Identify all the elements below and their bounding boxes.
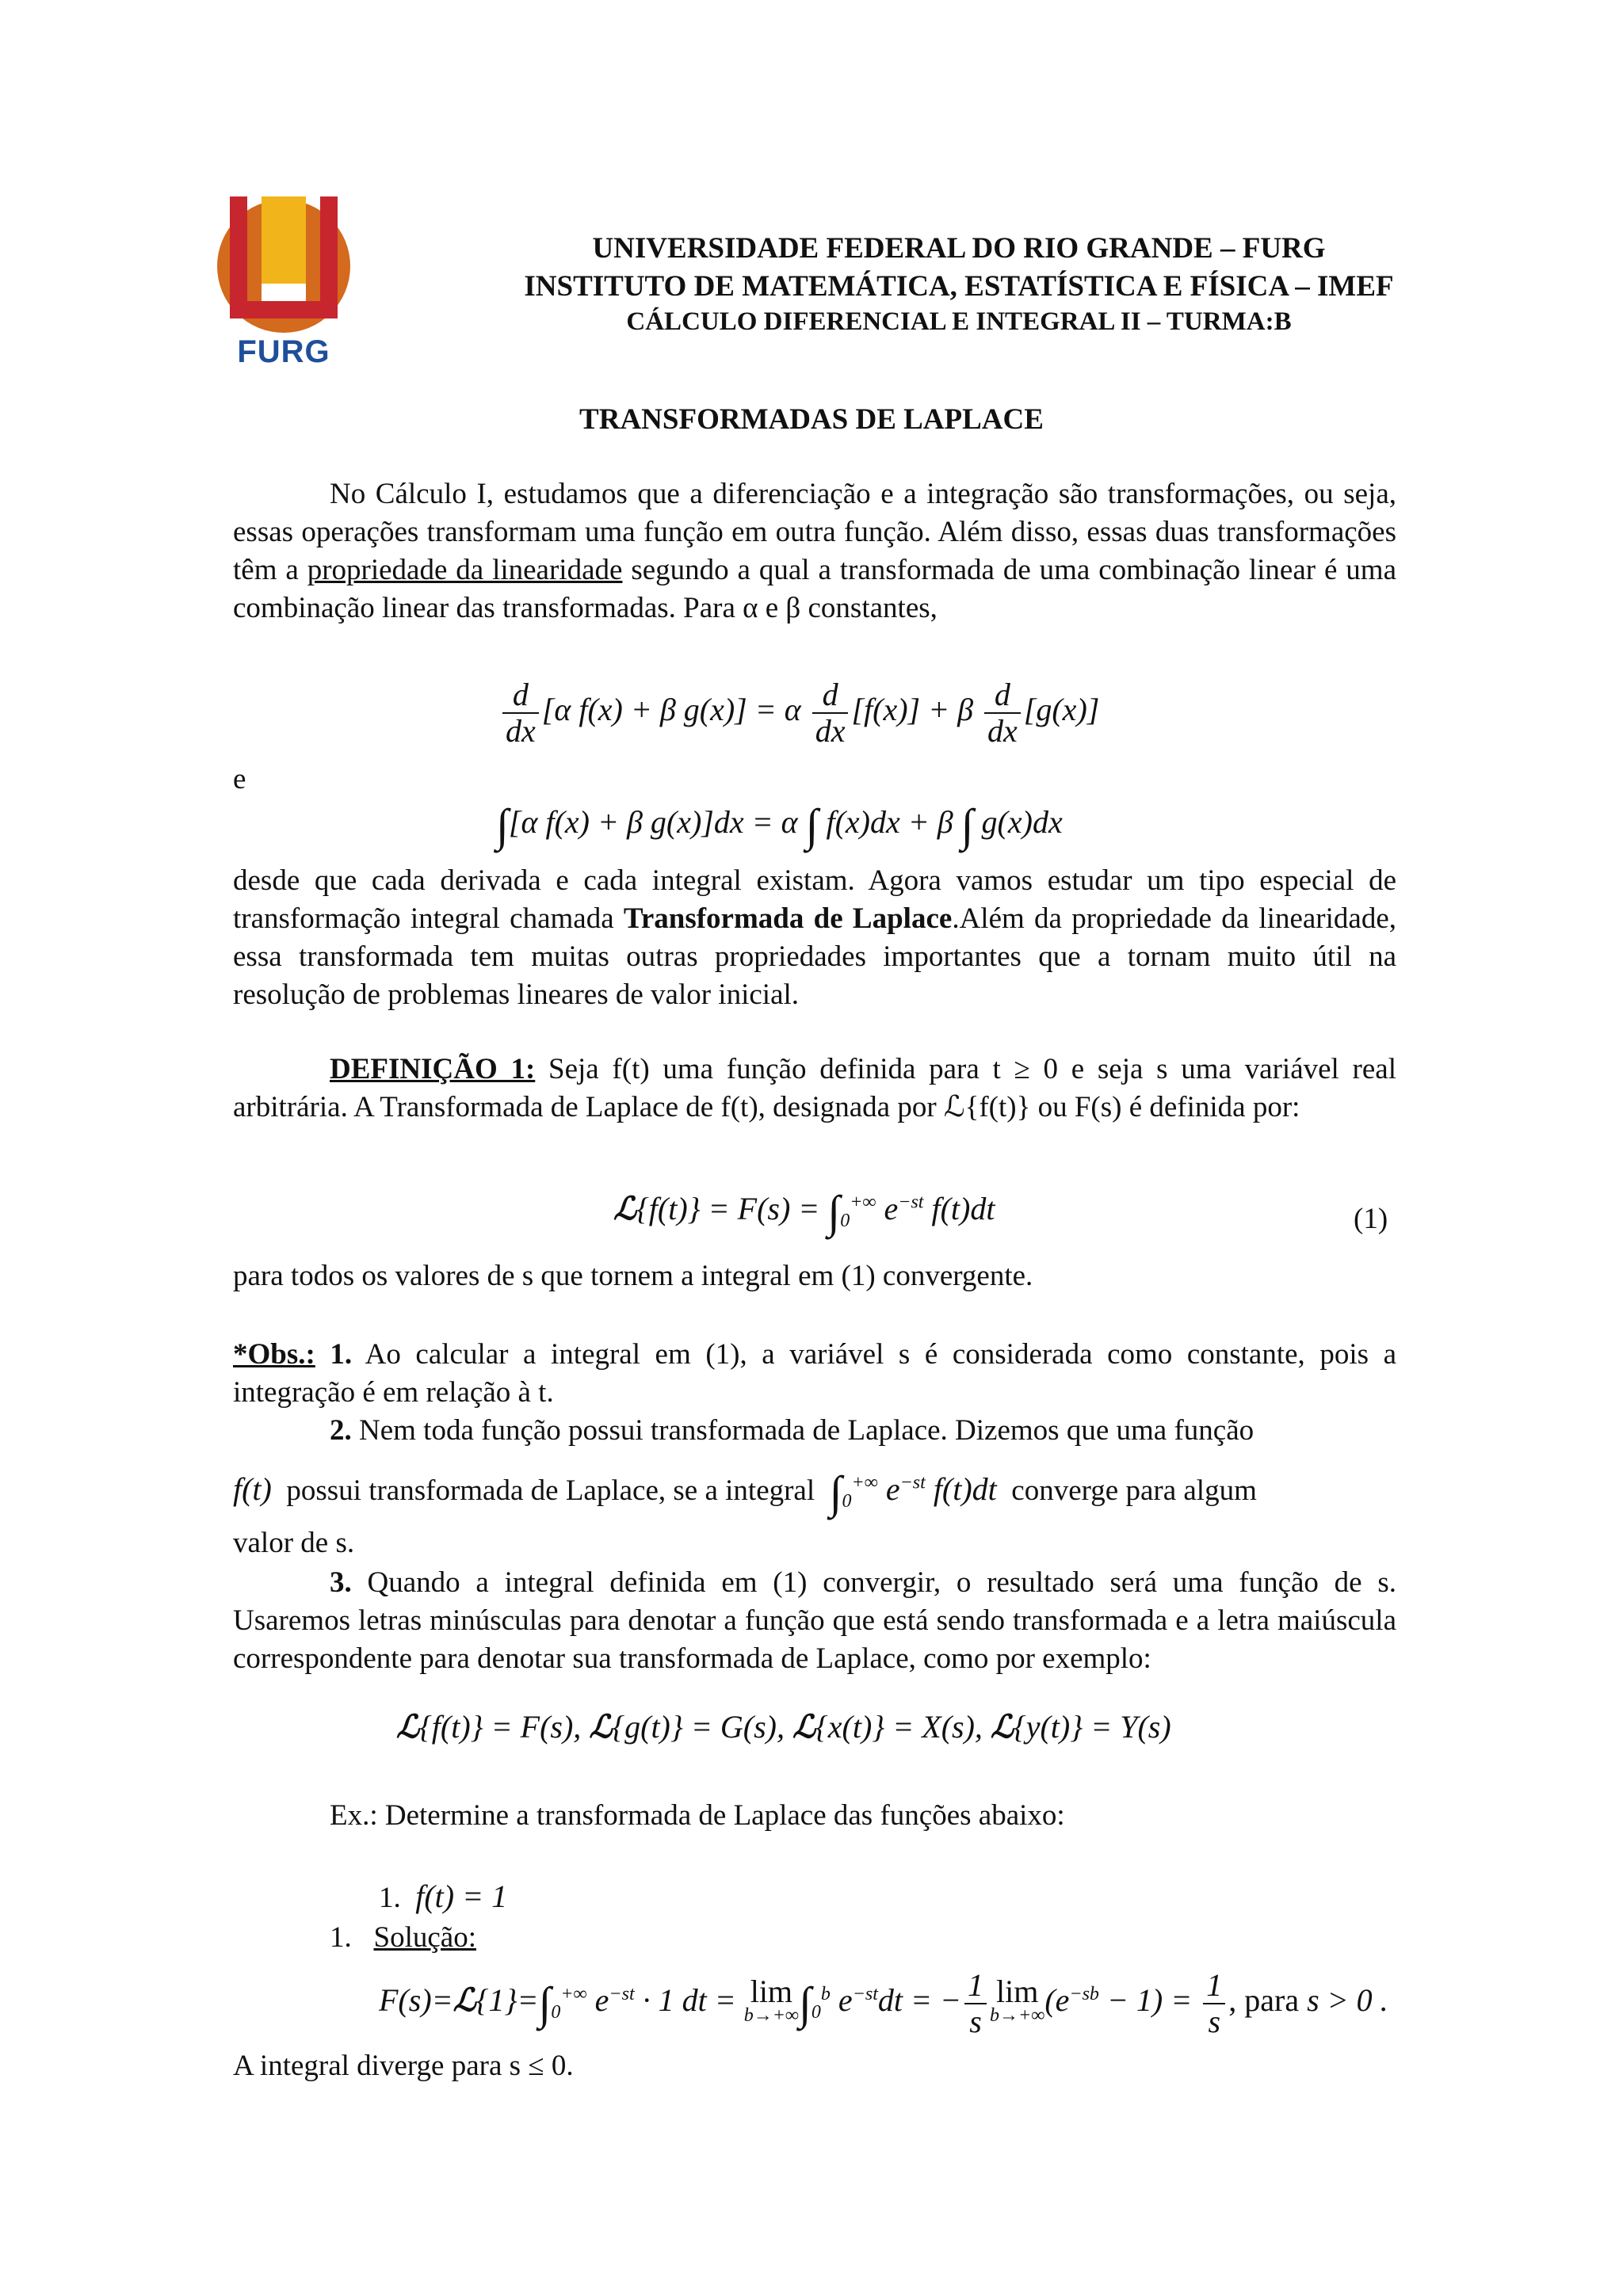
- connector-e: e: [233, 763, 246, 795]
- institute-name: INSTITUTO DE MATEMÁTICA, ESTATÍSTICA E FÍSICA – IMEF: [524, 270, 1394, 303]
- obs-label: *Obs.:: [233, 1338, 315, 1371]
- definition-paragraph: DEFINIÇÃO 1: Seja f(t) uma função definida para t ≥ 0 e seja s uma variável real arbitrária. A Transformada de Laplace de f(t), designada por ℒ{f(t)} ou F(s) é definida por:: [233, 1053, 1396, 1123]
- intro-paragraph: No Cálculo I, estudamos que a diferenciação e a integração são transformações, ou seja, essas operações transformam uma função em outra função. Além disso, essas duas transformações têm a propriedade da linearidade segundo a qual a transformada de uma combinação linear é uma combinação linear das transformadas. Para α e β constantes,: [233, 478, 1397, 624]
- linearity-term: propriedade da linearidade: [307, 554, 623, 586]
- solution-equation: $F(s)=ℒ\{1\}=\int_0^{+\infty}$ $e^{-st} \cdot 1$ dt = lim b→+∞ $\int_0^b$ $e^{-st}dt$ = − $\frac{1}{s}$ lim b→+∞ $(e^{-sb} - 1)$ = $\frac{1}{s}$ , para s > 0 .: [379, 1967, 1388, 2039]
- example-item-1: 1. f(t) = 1: [379, 1878, 508, 1914]
- obs-item-2: 2. Nem toda função possui transformada de Laplace. Dizemos que uma função: [330, 1414, 1254, 1447]
- laplace-definition-equation: ℒ{f(t)} = $F(s) = \int_0^{+\infty}$ $e^{-st}$ f(t)dt: [613, 1186, 995, 1238]
- obs-item-2-line: f(t) possui transformada de Laplace, se a integral $\int_0^{+\infty}$ $e^{-st}$ f(t)dt converge para algum: [233, 1466, 1257, 1518]
- laplace-intro-paragraph: desde que cada derivada e cada integral existam. Agora vamos estudar um tipo especial de transformação integral chamada Transformada de Laplace.Além da propriedade da linearidade, essa transformada tem muitas outras propriedades importantes que a tornam muito útil na resolução de problemas lineares de valor inicial.: [233, 864, 1396, 1011]
- equation-number: (1): [1354, 1203, 1388, 1235]
- obs-item-1: *Obs.: 1. Ao calcular a integral em (1), a variável s é considerada como constante, pois a integração é em relação à t.: [233, 1338, 1397, 1409]
- definition-after: para todos os valores de s que tornem a integral em (1) convergente.: [233, 1260, 1033, 1292]
- definition-label: DEFINIÇÃO 1:: [330, 1053, 536, 1085]
- obs-item-3: 3. Quando a integral definida em (1) convergir, o resultado será uma função de s. Usaremos letras minúsculas para denotar a função que está sendo transformada e a letra maiúscula correspondente para denotar sua transformada de Laplace, como por exemplo:: [233, 1566, 1396, 1675]
- logo-text: FURG: [237, 334, 330, 369]
- integral-linearity-equation: ∫[α f(x) + β g(x)]dx = α ∫ f(x)dx + β ∫ g(x)dx: [496, 799, 1063, 851]
- solution-heading: 1. Solução:: [330, 1921, 476, 1954]
- page-title: TRANSFORMADAS DE LAPLACE: [579, 403, 1044, 436]
- obs-item-2-end: valor de s.: [233, 1527, 355, 1559]
- derivative-linearity-equation: $\frac{d}{dx}$ [α f(x) + β g(x)] = α $\frac{d}{dx}$ [f(x)] + β $\frac{d}{dx}$ [g(x)]: [499, 677, 1099, 749]
- course-name: CÁLCULO DIFERENCIAL E INTEGRAL II – TURMA:B: [626, 307, 1292, 336]
- notation-examples-equation: ℒ{f(t)} = F(s), ℒ{g(t)} = G(s), ℒ{x(t)} = X(s), ℒ{y(t)} = Y(s): [396, 1708, 1171, 1745]
- laplace-term: Transformada de Laplace: [623, 902, 953, 935]
- university-name: UNIVERSIDADE FEDERAL DO RIO GRANDE – FURG: [592, 232, 1326, 265]
- diverge-note: A integral diverge para s ≤ 0.: [233, 2050, 574, 2082]
- example-prompt: Ex.: Determine a transformada de Laplace das funções abaixo:: [330, 1799, 1065, 1832]
